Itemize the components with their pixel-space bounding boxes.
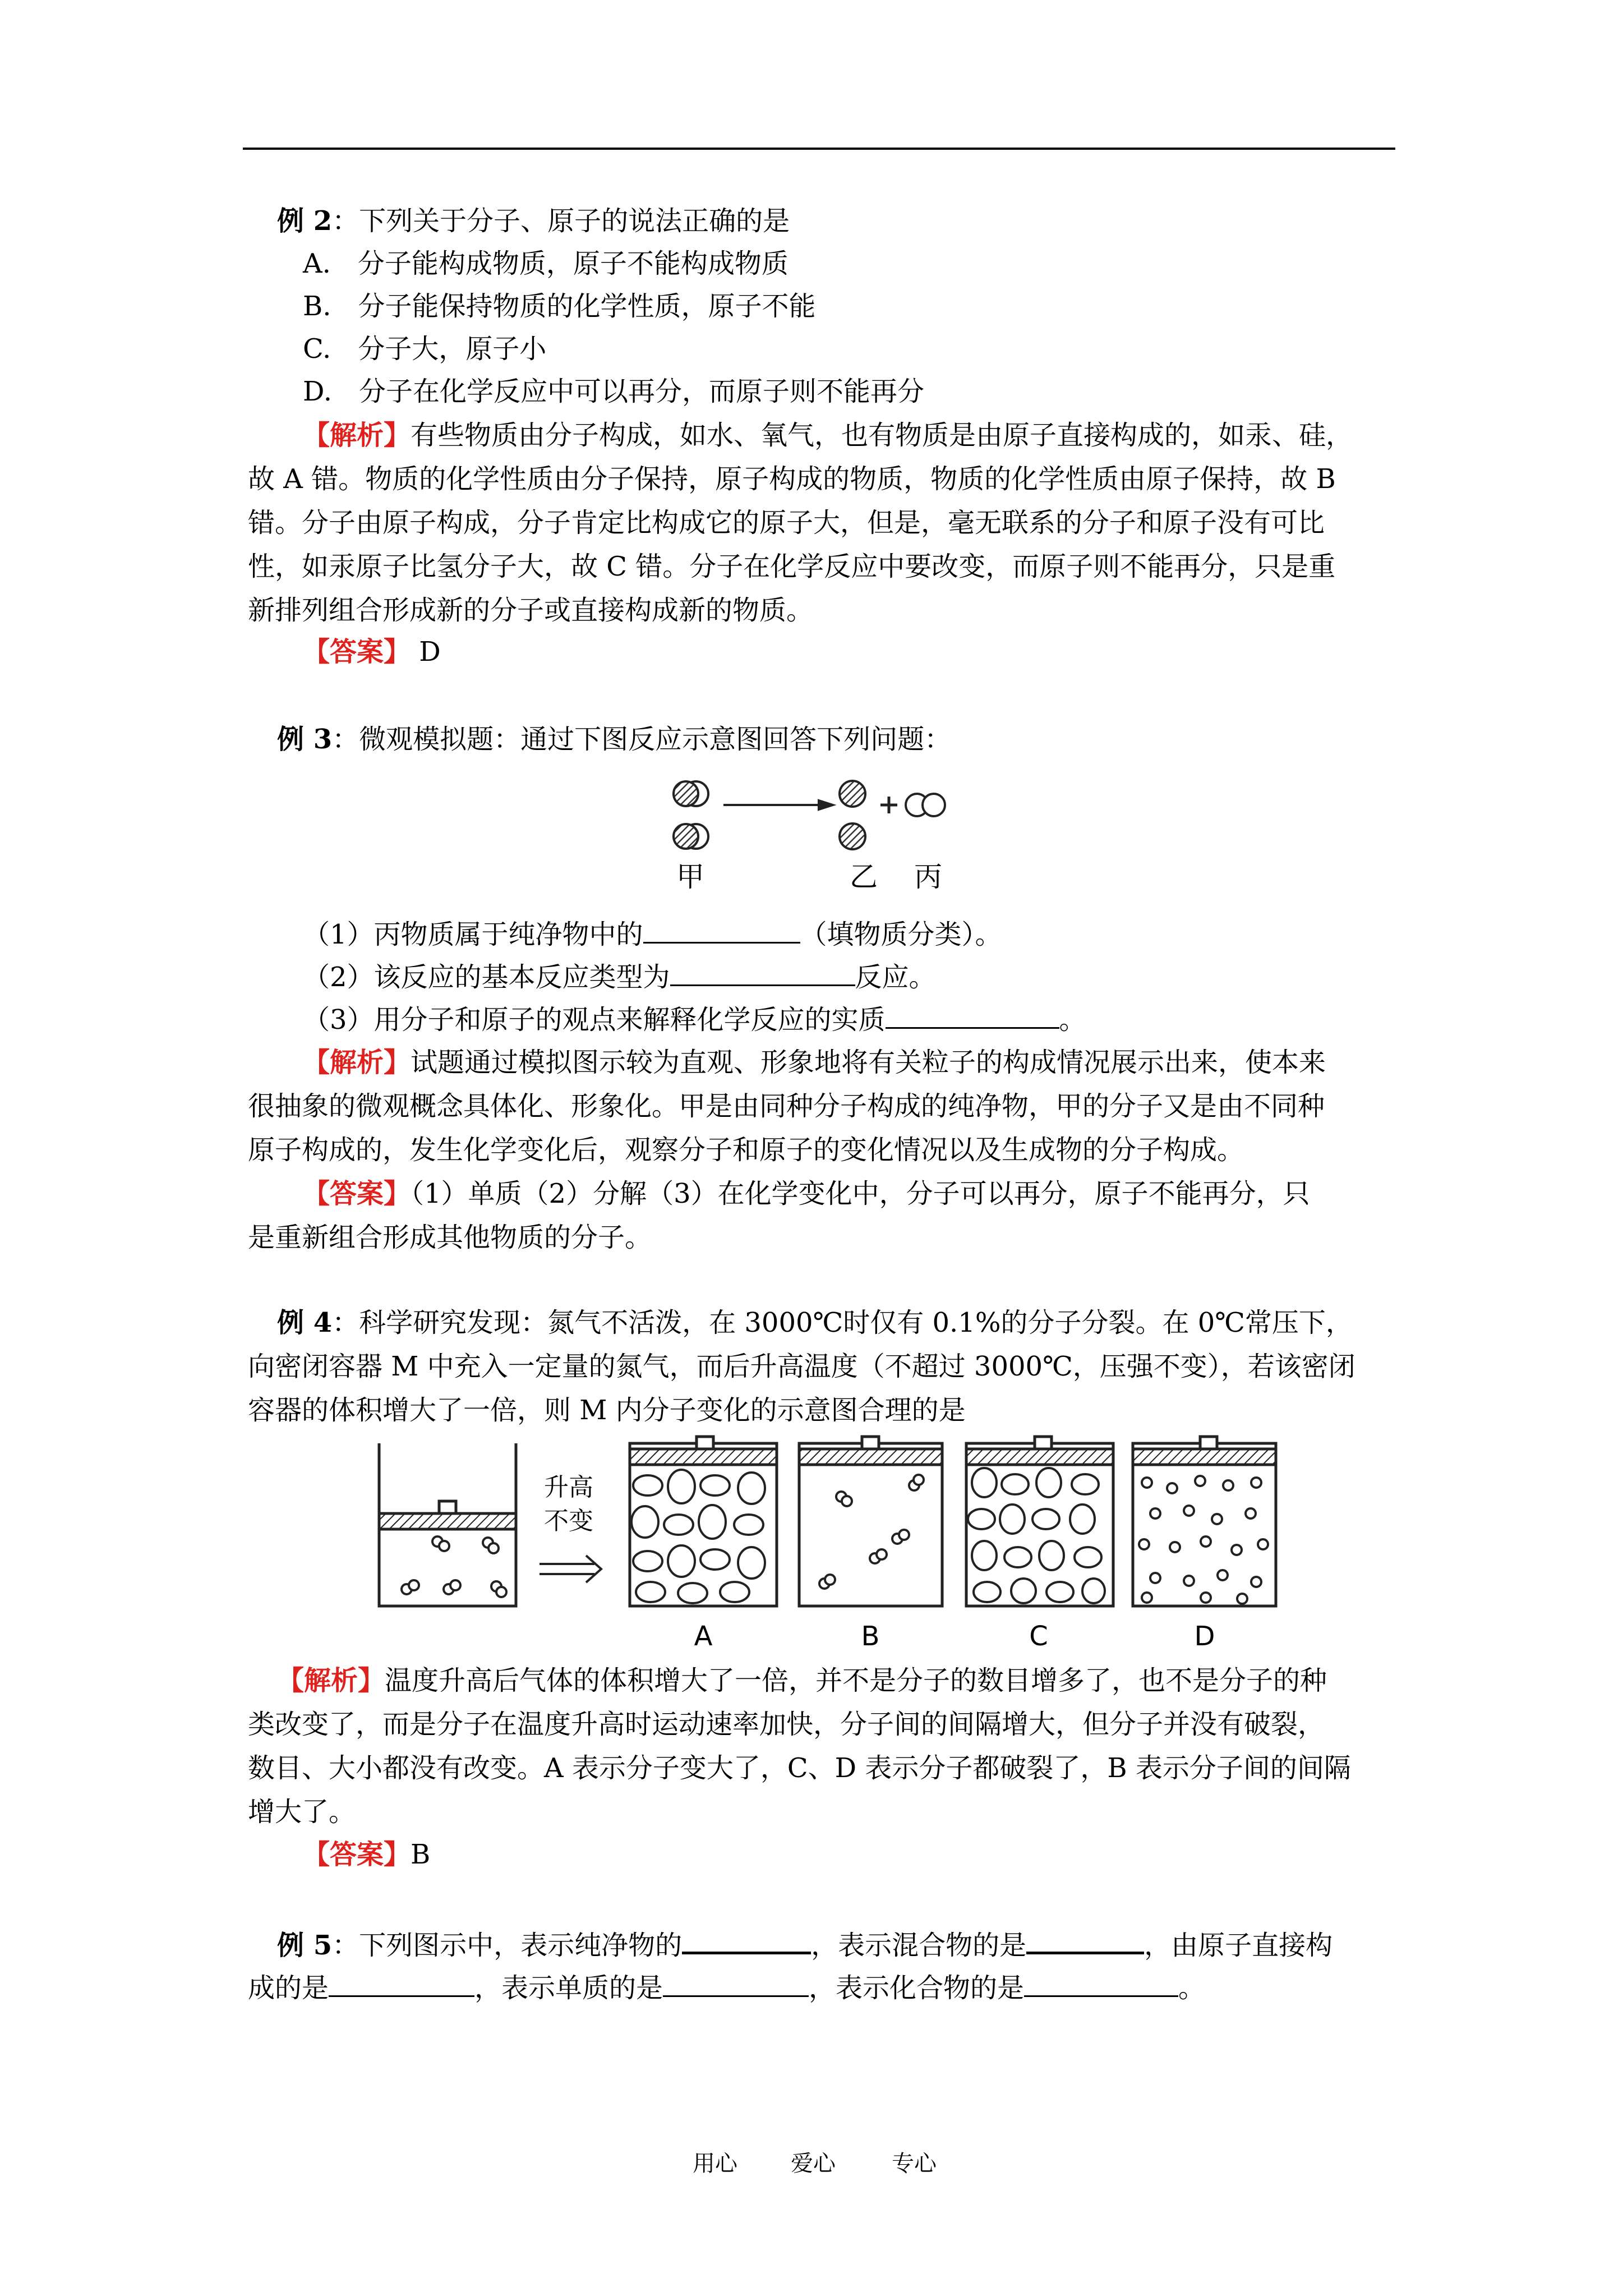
- ex3-answer-line: 是重新组合形成其他物质的分子。: [248, 1222, 652, 1253]
- ex2-answer: 【答案】 D: [303, 636, 441, 668]
- header-rule: [243, 148, 1395, 150]
- option-b-label: B: [861, 1621, 880, 1652]
- ex3-question-1: （1）丙物质属于纯净物中的 （填物质分类）。: [303, 916, 1002, 952]
- ex2-analysis-line: 错。分子由原子构成，分子肯定比构成它的原子大，但是，毫无联系的分子和原子没有可比: [248, 507, 1325, 539]
- footer-text: 专心: [892, 2151, 937, 2177]
- blank-field[interactable]: [1026, 1926, 1144, 1954]
- blank-field[interactable]: [670, 959, 855, 986]
- blank-field[interactable]: [682, 1926, 811, 1954]
- arrow-label-unchanged: 不变: [544, 1507, 593, 1535]
- ex4-answer: 【答案】B: [303, 1839, 431, 1870]
- blank-field[interactable]: [1024, 1970, 1178, 1997]
- arrow-label-raise: 升高: [544, 1473, 593, 1502]
- ex3-analysis-line: 原子构成的，发生化学变化后，观察分子和原子的变化情况以及生成物的分子构成。: [248, 1134, 1244, 1166]
- ex4-container-diagram: [359, 1435, 1279, 1657]
- ex3-question-2: （2）该反应的基本反应类型为 反应。: [303, 959, 936, 995]
- footer-text: 爱心: [791, 2151, 836, 2177]
- ex3-question-3: （3）用分子和原子的观点来解释化学反应的实质 。: [303, 1001, 1086, 1037]
- product-molecule: [906, 794, 945, 816]
- ex4-analysis-line: 增大了。: [248, 1796, 356, 1828]
- blank-field[interactable]: [886, 1001, 1059, 1029]
- ex2-analysis-line: 性，如汞原子比氢分子大，故 C 错。分子在化学反应中要改变，而原子则不能再分，只是重: [248, 551, 1336, 582]
- label-yi: 乙: [850, 861, 878, 893]
- ex4-stem-line: 容器的体积增大了一倍，则 M 内分子变化的示意图合理的是: [248, 1395, 966, 1426]
- label-jia: 甲: [676, 861, 704, 893]
- reactant-molecule: [674, 781, 708, 806]
- ex3-stem: 例 3：微观模拟题：通过下图反应示意图回答下列问题：: [277, 724, 952, 755]
- ex5-line-2: 成的是 ，表示单质的是 ，表示化合物的是 。: [248, 1970, 1205, 2005]
- option-c-label: C: [1029, 1621, 1048, 1652]
- ex2-analysis-line: 新排列组合形成新的分子或直接构成新的物质。: [248, 595, 814, 626]
- ex4-analysis-line: 数目、大小都没有改变。A 表示分子变大了，C、D 表示分子都破裂了，B 表示分子间的间隔: [248, 1752, 1351, 1784]
- arrow-icon: [540, 1556, 601, 1582]
- ex2-analysis-line: 【解析】有些物质由分子构成，如水、氧气，也有物质是由原子直接构成的，如汞、硅，: [303, 420, 1353, 451]
- blank-field[interactable]: [329, 1970, 474, 1997]
- blank-field[interactable]: [663, 1970, 809, 1997]
- ex2-option-c: C. 分子大，原子小: [303, 333, 547, 365]
- option-d-label: D: [1194, 1621, 1215, 1652]
- initial-molecules: [402, 1536, 506, 1597]
- ex2-stem: 例 2：下列关于分子、原子的说法正确的是: [277, 205, 790, 237]
- blank-field[interactable]: [643, 916, 800, 944]
- reactant-molecule: [674, 824, 708, 849]
- footer-text: 用心: [693, 2151, 737, 2177]
- product-atom: [840, 781, 865, 807]
- ex3-analysis-line: 【解析】试题通过模拟图示较为直观、形象地将有关粒子的构成情况展示出来，使本来: [303, 1047, 1326, 1078]
- reaction-arrow: [723, 800, 833, 809]
- ex3-reaction-diagram: [670, 771, 995, 898]
- ex3-analysis-line: 很抽象的微观概念具体化、形象化。甲是由同种分子构成的纯净物，甲的分子又是由不同种: [248, 1091, 1325, 1122]
- ex2-option-a: A. 分子能构成物质，原子不能构成物质: [303, 248, 789, 279]
- option-a-label: A: [694, 1621, 713, 1652]
- ex4-stem-line: 例 4：科学研究发现：氮气不活泼，在 3000℃时仅有 0.1%的分子分裂。在 0℃常压下，: [277, 1307, 1353, 1338]
- ex4-stem-line: 向密闭容器 M 中充入一定量的氮气，而后升高温度（不超过 3000℃，压强不变），若该密闭: [248, 1351, 1355, 1382]
- ex2-option-b: B. 分子能保持物质的化学性质，原子不能: [303, 291, 816, 322]
- ex2-option-d: D. 分子在化学反应中可以再分，而原子则不能再分: [303, 376, 925, 407]
- plus-sign: [880, 797, 897, 813]
- product-atom: [840, 823, 865, 849]
- label-bing: 丙: [914, 861, 942, 893]
- ex4-analysis-line: 【解析】温度升高后气体的体积增大了一倍，并不是分子的数目增多了，也不是分子的种: [277, 1665, 1327, 1696]
- ex3-answer-line: 【答案】（1）单质（2）分解（3）在化学变化中，分子可以再分，原子不能再分，只: [303, 1178, 1310, 1209]
- ex4-analysis-line: 类改变了，而是分子在温度升高时运动速率加快，分子间的间隔增大，但分子并没有破裂，: [248, 1709, 1325, 1740]
- ex5-line-1: 例 5：下列图示中，表示纯净物的 ，表示混合物的是 ，由原子直接构: [277, 1926, 1332, 1963]
- ex2-analysis-line: 故 A 错。物质的化学性质由分子保持，原子构成的物质，物质的化学性质由原子保持，故 B: [248, 463, 1336, 495]
